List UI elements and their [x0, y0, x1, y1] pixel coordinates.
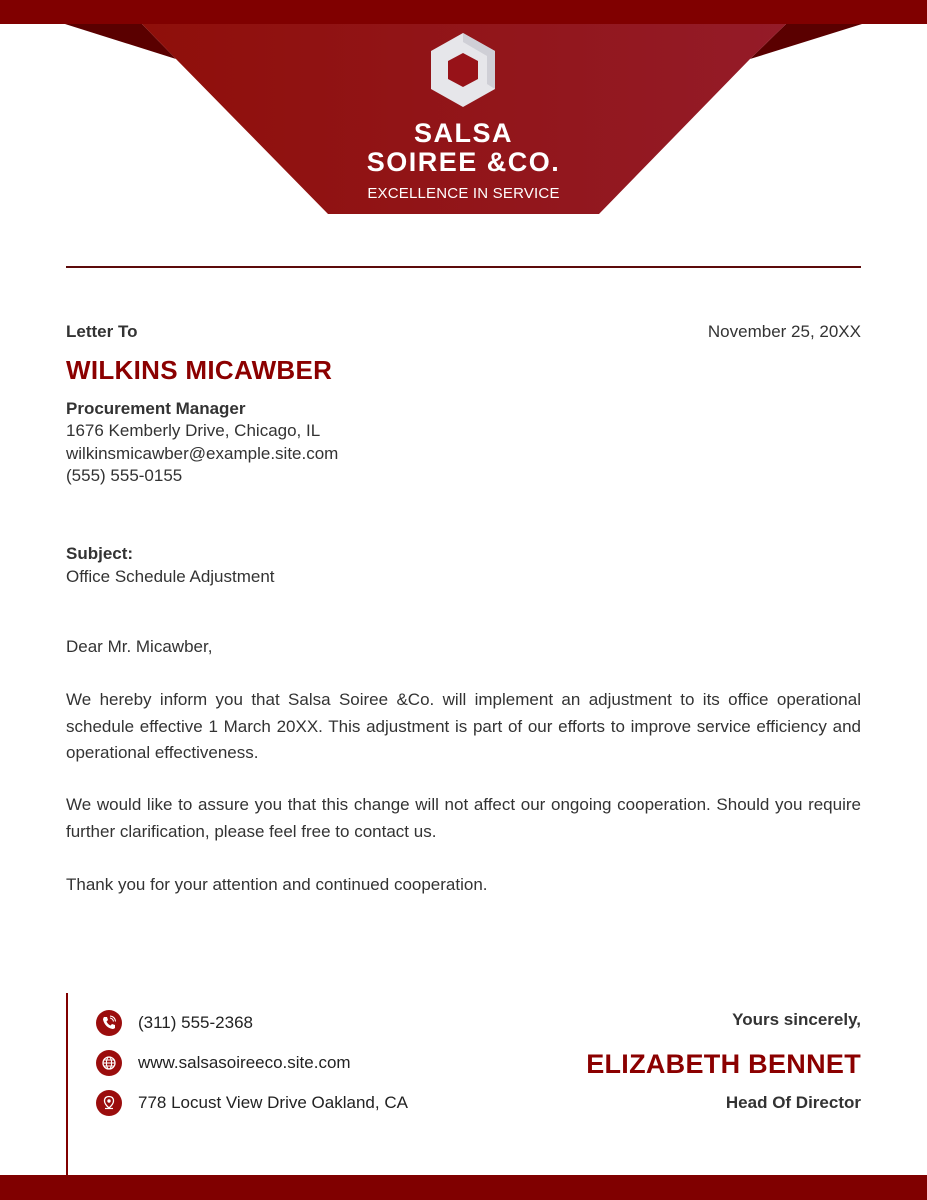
salutation: Dear Mr. Micawber, [66, 637, 213, 656]
recipient-phone: (555) 555-0155 [66, 466, 183, 485]
globe-icon [96, 1050, 122, 1076]
header-divider [66, 266, 861, 268]
footer-bottom-bar [0, 1175, 927, 1200]
body-paragraph: We would like to assure you that this change will not affect our ongoing cooperation. Should you require further clarification, please feel free to contact us. [66, 795, 861, 841]
contact-website [96, 1050, 351, 1076]
contact-website-text: www.salsasoireeco.site.com [138, 1053, 351, 1072]
closing-phrase: Yours sincerely, [732, 1010, 861, 1029]
location-pin-icon [96, 1090, 122, 1116]
signer-name: ELIZABETH BENNET [586, 1049, 861, 1079]
contact-phone [96, 1010, 253, 1036]
letter-to-label: Letter To [66, 322, 138, 341]
subject-label: Subject: [66, 544, 134, 563]
brand-tagline: EXCELLENCE IN SERVICE [367, 185, 560, 202]
body-paragraph: Thank you for your attention and continued cooperation. [66, 875, 488, 894]
recipient-email: wilkinsmicawber@example.site.com [66, 444, 339, 463]
hexagon-logo-icon [428, 31, 498, 109]
signer-title: Head Of Director [725, 1093, 861, 1112]
phone-icon [96, 1010, 122, 1036]
letter-date: November 25, 20XX [707, 322, 861, 341]
recipient-title: Procurement Manager [66, 399, 246, 418]
contact-address-text: 778 Locust View Drive Oakland, CA [138, 1093, 408, 1112]
body-paragraph: We hereby inform you that Salsa Soiree &Co. will implement an adjustment to its office operational schedule effective 1 March 20XX. This adjustment is part of our efforts to improve service efficiency and operational effectiveness. [66, 690, 861, 762]
recipient-address: 1676 Kemberly Drive, Chicago, IL [66, 421, 321, 440]
footer-vertical-line [66, 993, 68, 1200]
brand-name-line2: SOIREE &CO. [366, 147, 561, 177]
contact-phone-text: (311) 555-2368 [138, 1013, 253, 1032]
contact-address [96, 1090, 408, 1116]
brand-name-line1: SALSA [413, 118, 513, 148]
subject-value: Office Schedule Adjustment [66, 567, 275, 586]
recipient-name: WILKINS MICAWBER [66, 355, 333, 385]
